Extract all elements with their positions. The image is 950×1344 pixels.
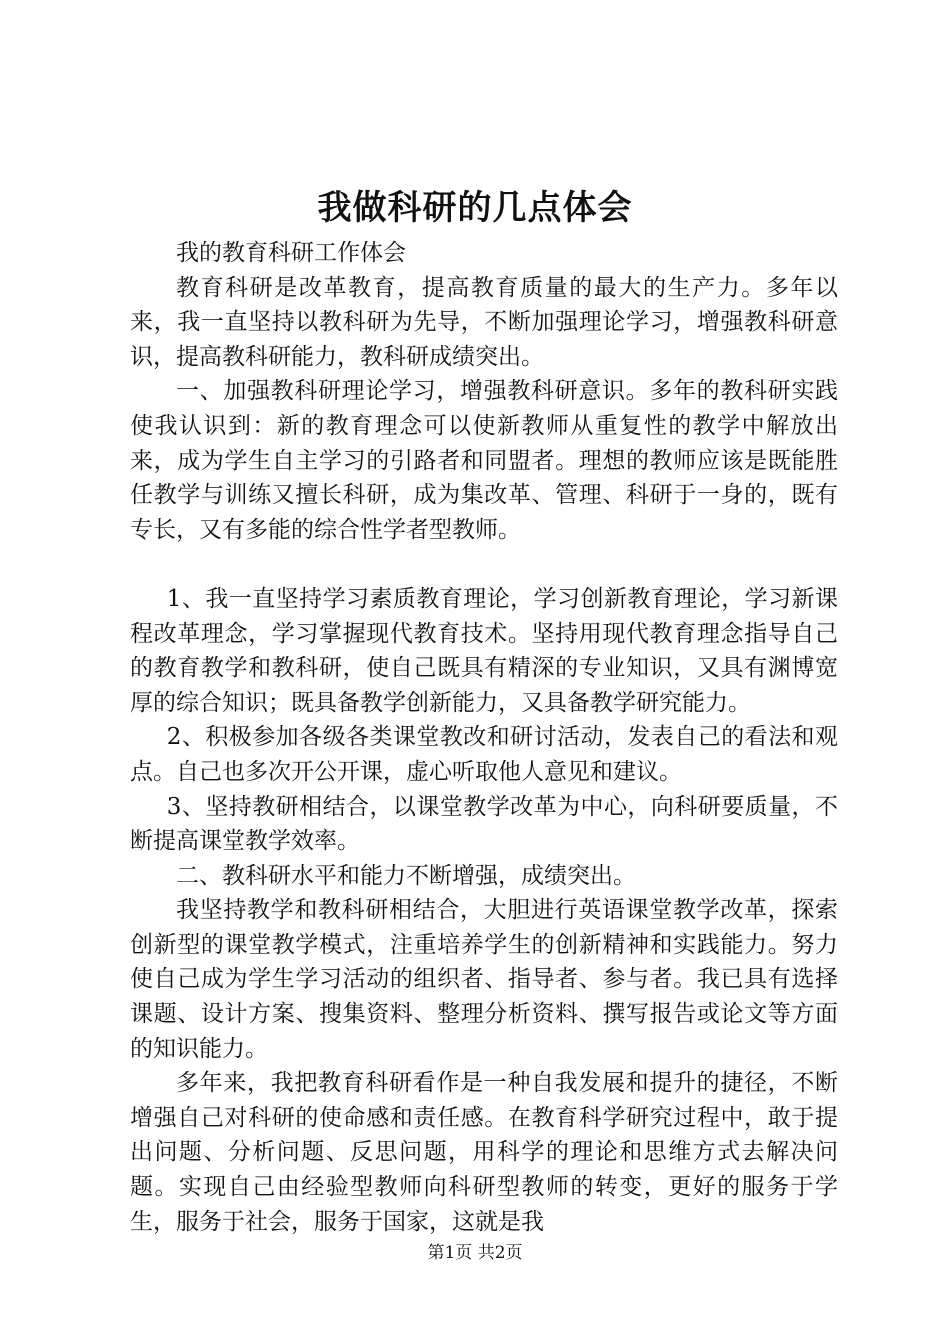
document-body [130,236,838,1239]
subtitle-paragraph: 我的教育科研工作体会 [176,240,406,266]
section-one-paragraph: 一、加强教科研理论学习，增强教科研意识。多年的教科研实践使我认识到：新的教育理念可以使新教师从重复性的教学中解放出来，成为学生自主学习的引路者和同盟者。理想的教师应该是既能胜任教学与训练又擅长科研，成为集改革、管理、科研于一身的，既有专长，又有多能的综合性学者型教师。 [130,378,838,543]
point-two-paragraph: 2、积极参加各级各类课堂教改和研讨活动，发表自己的看法和观点。自己也多次开公开课，虚心听取他人意见和建议。 [130,724,838,785]
closing-paragraph: 多年来，我把教育科研看作是一种自我发展和提升的捷径，不断增强自己对科研的使命感和责任感。在教育科学研究过程中，敢于提出问题、分析问题、反思问题，用科学的理论和思维方式去解决问题。实现自己由经验型教师向科研型教师的转变，更好的服务于学生，服务于社会，服务于国家，这就是我 [130,1070,838,1235]
blank-line [130,547,838,582]
document-title: 我做科研的几点体会 [317,188,633,228]
point-one-paragraph: 1、我一直坚持学习素质教育理论，学习创新教育理论，学习新课程改革理念，学习掌握现代教育技术。坚持用现代教育理念指导自己的教育教学和教科研，使自己既具有精深的专业知识，又具有渊博宽厚的综合知识；既具备教学创新能力，又具备教学研究能力。 [130,585,838,716]
section-two-heading: 二、教科研水平和能力不断增强，成绩突出。 [176,862,636,889]
point-three-paragraph: 3、坚持教研相结合，以课堂教学改革为中心，向科研要质量，不断提高课堂教学效率。 [130,793,838,855]
page-number-footer: 第1页 共2页 [427,1243,523,1263]
section-two-paragraph: 我坚持教学和教科研相结合，大胆进行英语课堂教学改革，探索创新型的课堂教学模式，注重培养学生的创新精神和实践能力。努力使自己成为学生学习活动的组织者、指导者、参与者。我已具有选择课题、设计方案、搜集资料、整理分析资料、撰写报告或论文等方面的知识能力。 [130,897,838,1062]
intro-paragraph: 教育科研是改革教育，提高教育质量的最大的生产力。多年以来，我一直坚持以教科研为先导，不断加强理论学习，增强教科研意识，提高教科研能力，教科研成绩突出。 [130,274,838,370]
